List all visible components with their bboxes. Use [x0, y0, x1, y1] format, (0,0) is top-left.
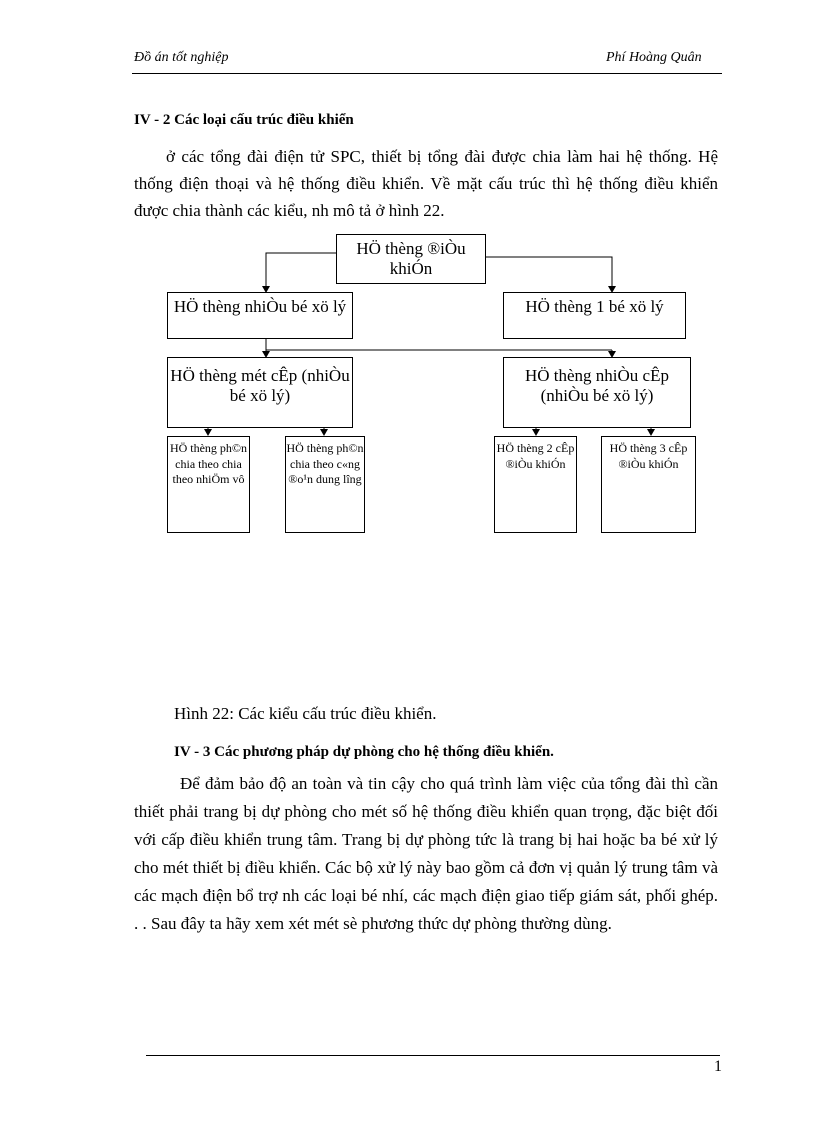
box-leaf-capacity-division: HÖ thèng ph©n chia theo c«ng ®o¹n dung lîng [285, 436, 365, 533]
section-heading-2: IV - 3 Các phương pháp dự phòng cho hệ thống điều khiển. [174, 744, 554, 760]
figure-caption: Hình 22: Các kiểu cấu trúc điều khiển. [174, 704, 437, 723]
page-number: 1 [714, 1058, 722, 1075]
paragraph-text-1: ở các tổng đài điện tử SPC, thiết bị tổng đài được chia làm hai hệ thống. Hệ thống điện thoại và hệ thống điều khiển. Về mặt cấu trúc thì hệ thống điều khiển được chia thành các kiểu, nh mô tả ở hình 22. [134, 147, 718, 220]
box-multi-processor: HÖ thèng nhiÒu bé xö lý [167, 292, 353, 339]
box-multi-level: HÖ thèng nhiÒu cÊp (nhiÒu bé xö lý) [503, 357, 691, 428]
header-left: Đồ án tốt nghiệp [134, 50, 229, 65]
arrow-leaf3 [532, 429, 540, 436]
box-leaf-three-level: HÖ thèng 3 cÊp ®iÒu khiÓn [601, 436, 696, 533]
footer-rule [146, 1055, 720, 1056]
arrow-leaf1 [204, 429, 212, 436]
box-root: HÖ thèng ®iÒu khiÓn [336, 234, 486, 284]
arrow-leaf2 [320, 429, 328, 436]
arrow-leaf4 [647, 429, 655, 436]
box-one-level: HÖ thèng mét cÊp (nhiÒu bé xö lý) [167, 357, 353, 428]
connector-root-single [485, 257, 612, 290]
box-single-processor: HÖ thèng 1 bé xö lý [503, 292, 686, 339]
box-leaf-two-level: HÖ thèng 2 cÊp ®iÒu khiÓn [494, 436, 577, 533]
paragraph-text-2: Để đảm bảo độ an toàn và tin cậy cho quá trình làm việc của tổng đài thì cần thiết phải trang bị dự phòng cho mét số hệ thống điều khiển quan trọng, đặc biệt đối với cấp điều khiển trung tâm. Trang bị dự phòng tức là trang bị hai hoặc ba bé xử lý cho mét thiết bị điều khiển. Các bộ xử lý này bao gồm cả đơn vị quản lý trung tâm và các mạch điện bổ trợ nh các loại bé nhí, các mạch điện giao tiếp giám sát, phối ghép. . . Sau đây ta hãy xem xét mét sè phương thức dự phòng thường dùng. [134, 774, 718, 933]
box-leaf-task-division: HÖ thèng ph©n chia theo chia theo nhiÖm vô [167, 436, 250, 533]
section-heading-1: IV - 2 Các loại cấu trúc điều khiển [134, 112, 354, 128]
connector-root-multi [266, 253, 336, 290]
header-right: Phí Hoàng Quân [606, 50, 702, 65]
section-paragraph-2 [134, 770, 718, 938]
